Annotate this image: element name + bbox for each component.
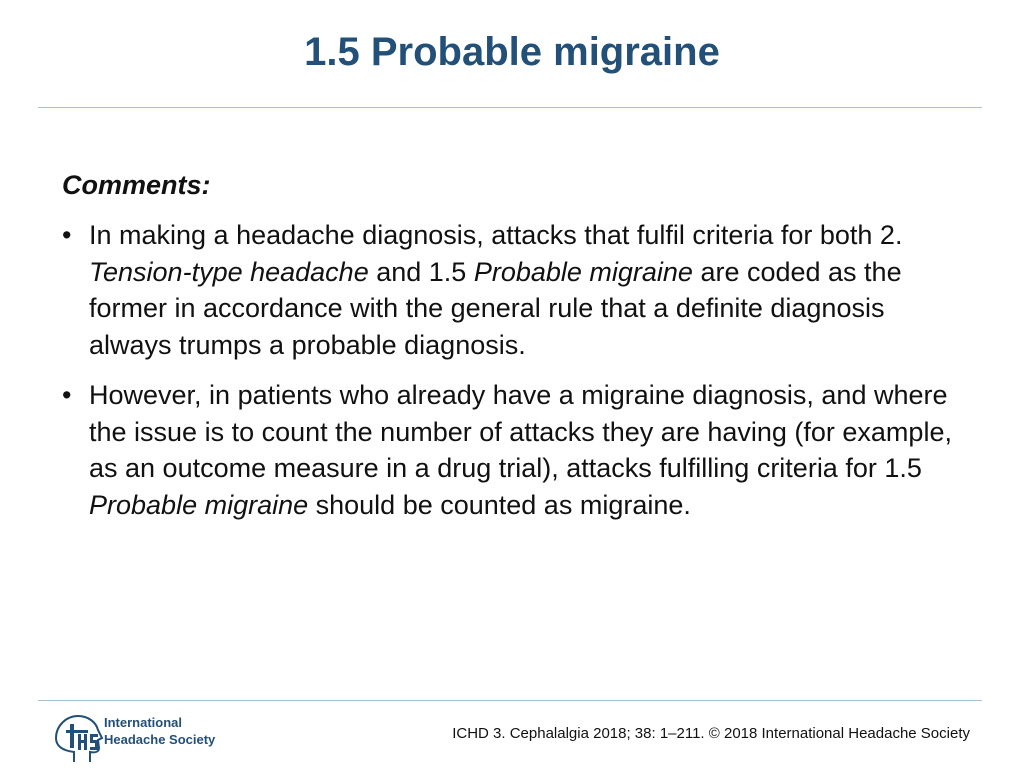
- title-divider: [38, 107, 982, 108]
- slide-title: 1.5 Probable migraine: [304, 30, 720, 74]
- bullet-dot-icon: •: [62, 380, 72, 411]
- comments-heading: Comments:: [62, 170, 211, 200]
- bullet-italic-term: Probable migraine: [473, 256, 693, 287]
- bullet-italic-term: Tension-type headache: [89, 256, 369, 287]
- bullet-italic-term: Probable migraine: [89, 489, 309, 520]
- bullet-text: In making a headache diagnosis, attacks that fulfil criteria for both 2.: [89, 220, 903, 251]
- bullet-text: However, in patients who already have a migraine diagnosis, and where the issue is to count the number of attacks they are having (for example, as an outcome measure in a drug trial), attacks fulfilling criteria for 1.5: [89, 380, 952, 484]
- slide-content: [62, 168, 962, 537]
- society-logo-text: [104, 714, 215, 748]
- bullet-dot-icon: •: [62, 220, 72, 251]
- bullet-text: and 1.5: [368, 256, 474, 287]
- bullet-item: [62, 217, 962, 363]
- bullet-text: should be counted as migraine.: [308, 489, 691, 520]
- footer-divider: [38, 700, 982, 701]
- logo-line-1: International: [104, 715, 183, 730]
- bullet-text: are coded as the former in accordance with the general rule that a definite diagnosis always trumps a probable diagnosis.: [89, 256, 902, 360]
- logo-line-2: Headache Society: [104, 732, 216, 747]
- bullet-list: [62, 217, 962, 523]
- bullet-item: [62, 377, 962, 523]
- citation-footer: ICHD 3. Cephalalgia 2018; 38: 1–211. © 2018 International Headache Society: [452, 725, 970, 742]
